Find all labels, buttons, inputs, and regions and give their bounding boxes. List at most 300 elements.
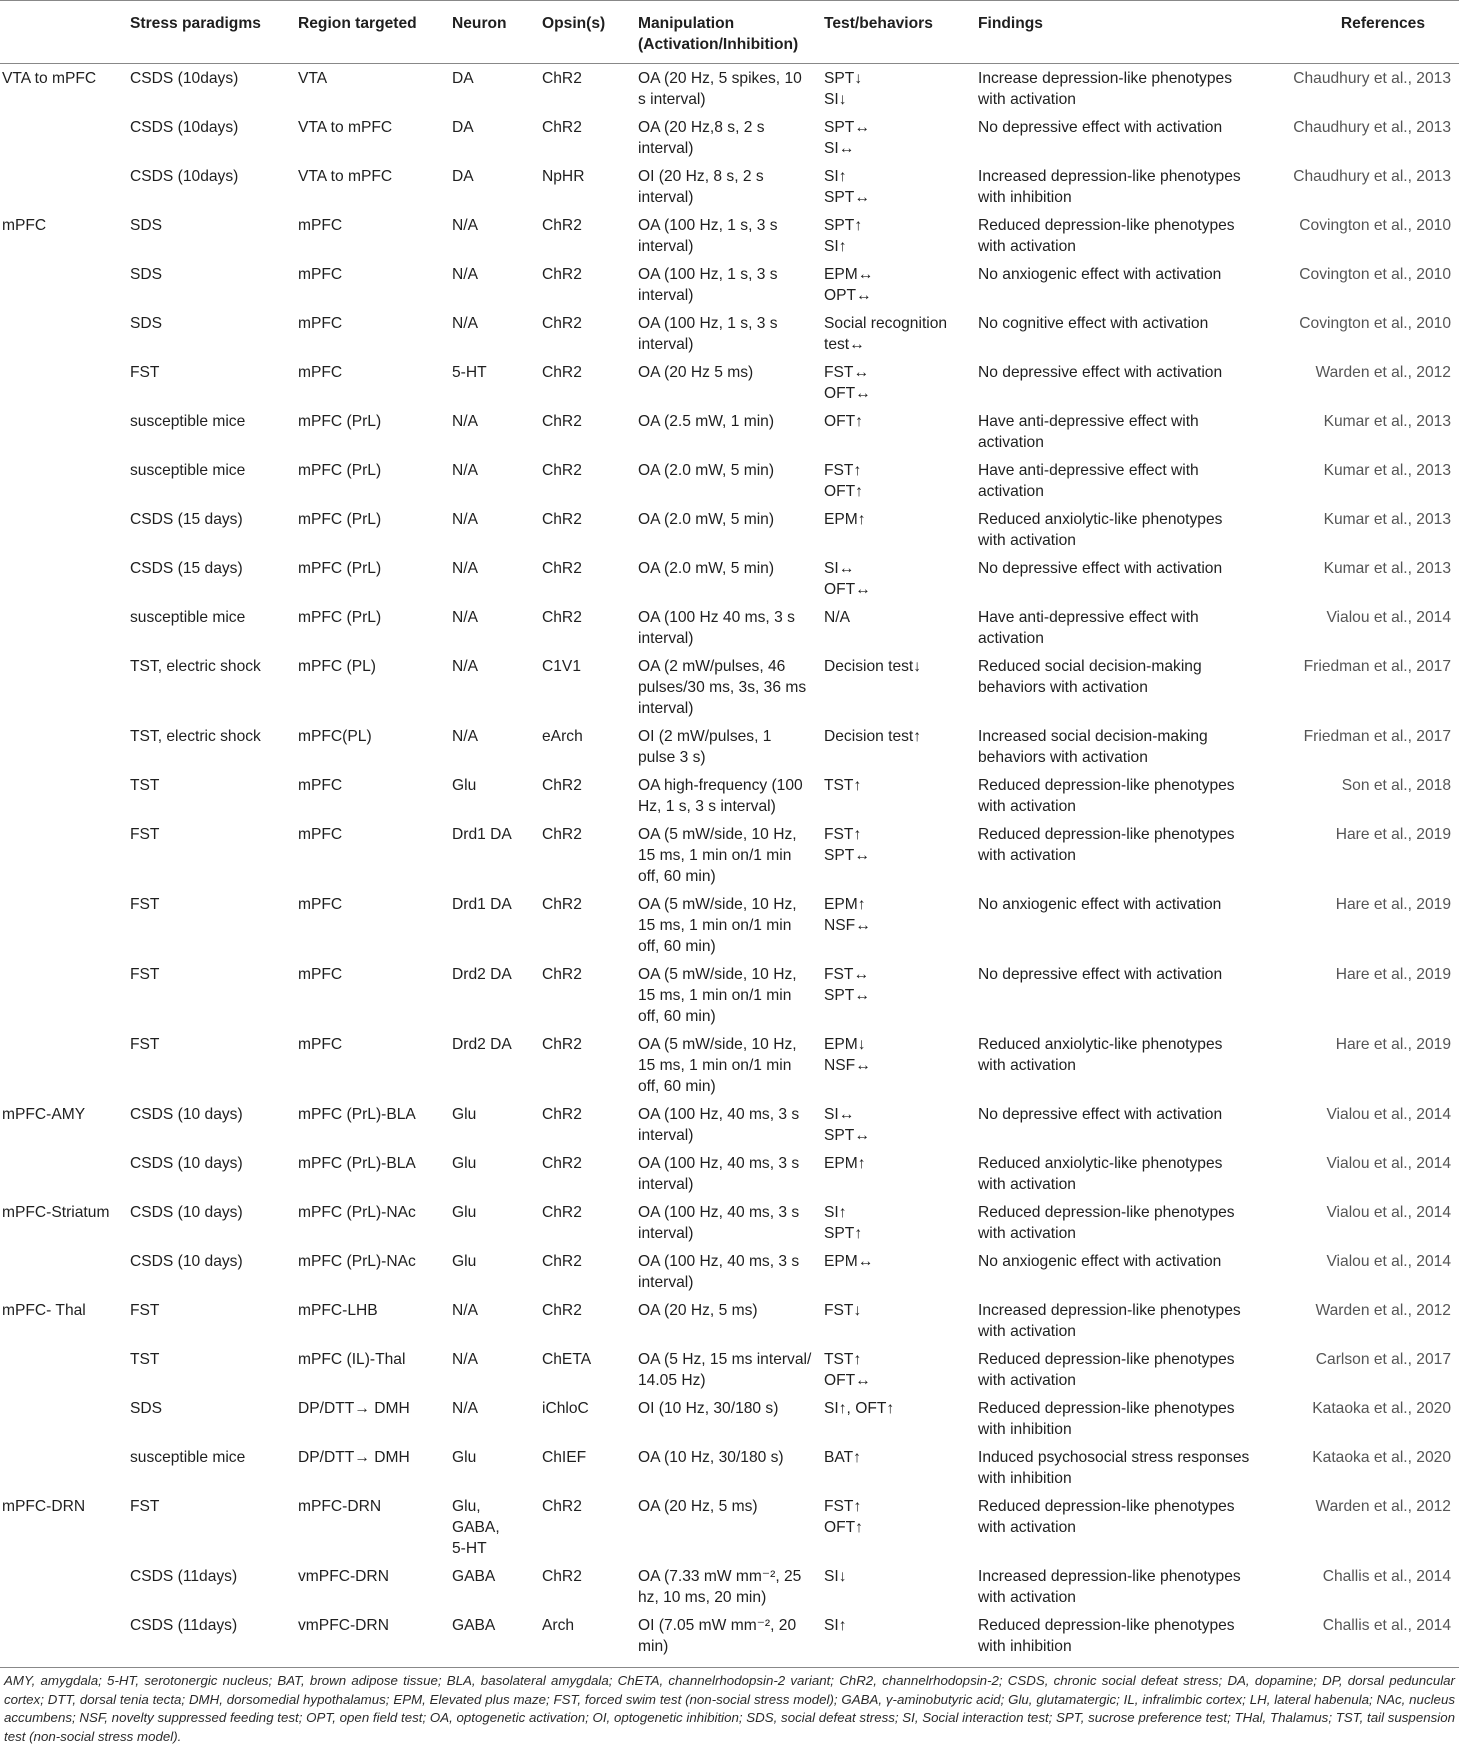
table-row [0, 1345, 1459, 1394]
cell-neuron: GABA [446, 1611, 536, 1668]
cell-stress-paradigm: CSDS (10 days) [130, 1253, 243, 1270]
cell-group: mPFC-AMY [2, 1106, 86, 1123]
cell-neuron: GABA [452, 1568, 496, 1585]
table-row [0, 652, 1459, 722]
cell-opsin: ChR2 [542, 119, 582, 136]
cell-neuron: N/A [452, 1302, 478, 1319]
cell-opsin: ChR2 [542, 462, 582, 479]
cell-test-behaviors: SI↑ SPT↔ [824, 168, 870, 206]
cell-opsin: ChR2 [542, 1253, 582, 1270]
cell-test-behaviors: Decision test↑ [824, 728, 922, 745]
header-manipulation: Manipulation (Activation/Inhibition) [632, 1, 818, 64]
cell-manipulation: OA (100 Hz, 40 ms, 3 s interval) [638, 1204, 800, 1242]
table-row [0, 162, 1459, 211]
cell-stress-paradigm: SDS [130, 217, 163, 234]
cell-findings: No anxiogenic effect with activation [978, 896, 1222, 913]
cell-test-behaviors: Decision test↓ [824, 658, 922, 675]
cell-reference: Hare et al., 2019 [1335, 826, 1451, 843]
cell-region-targeted: mPFC (PrL)-BLA [298, 1155, 416, 1172]
cell-test-behaviors: SPT↔ SI↔ [824, 119, 870, 157]
cell-neuron: N/A [452, 728, 478, 745]
cell-manipulation: OA (2.5 mW, 1 min) [638, 413, 775, 430]
cell-reference: Carlson et al., 2017 [1315, 1351, 1451, 1368]
cell-group [0, 771, 124, 820]
cell-reference: Vialou et al., 2014 [1326, 1155, 1451, 1172]
cell-neuron: 5-HT [452, 364, 487, 381]
cell-stress-paradigm: TST, electric shock [130, 728, 261, 745]
cell-test-behaviors: FST↔ OFT↔ [824, 364, 871, 402]
cell-reference: Warden et al., 2012 [1315, 1302, 1451, 1319]
cell-region-targeted: VTA [298, 70, 328, 87]
cell-stress-paradigm: FST [130, 966, 160, 983]
cell-reference: Kataoka et al., 2020 [1312, 1400, 1451, 1417]
cell-stress-paradigm: CSDS (11days) [130, 1568, 238, 1585]
header-reference: References [1259, 1, 1459, 64]
cell-manipulation: OI (20 Hz, 8 s, 2 s interval) [638, 168, 764, 206]
cell-test-behaviors: SI↑ SPT↑ [824, 1204, 863, 1242]
cell-manipulation: OA (100 Hz, 1 s, 3 s interval) [638, 315, 778, 353]
cell-region-targeted: VTA to mPFC [298, 168, 393, 185]
cell-opsin: ChR2 [542, 826, 582, 843]
cell-region-targeted: mPFC (PL) [298, 658, 376, 675]
cell-manipulation: OA (20 Hz 5 ms) [638, 364, 754, 381]
cell-opsin: ChR2 [542, 1155, 582, 1172]
cell-stress-paradigm: CSDS (15 days) [130, 511, 243, 528]
cell-opsin: ChR2 [542, 1204, 582, 1221]
cell-reference: Chaudhury et al., 2013 [1293, 70, 1451, 87]
cell-group [0, 260, 124, 309]
cell-region-targeted: vmPFC-DRN [298, 1568, 389, 1585]
cell-manipulation: OA (2.0 mW, 5 min) [638, 511, 775, 528]
cell-manipulation: OA (5 Hz, 15 ms interval/ 14.05 Hz) [638, 1351, 812, 1389]
cell-manipulation: OA (2.0 mW, 5 min) [638, 462, 775, 479]
cell-stress-paradigm: TST [130, 1351, 160, 1368]
cell-region-targeted: mPFC [298, 896, 343, 913]
cell-findings: No depressive effect with activation [978, 364, 1223, 381]
cell-region-targeted: mPFC (PrL) [298, 462, 382, 479]
cell-findings: No depressive effect with activation [978, 560, 1223, 577]
cell-manipulation: OA (5 mW/side, 10 Hz, 15 ms, 1 min on/1 min off, 60 min) [638, 896, 797, 955]
cell-group [0, 1611, 124, 1668]
cell-opsin: iChloC [542, 1400, 589, 1417]
cell-region-targeted: mPFC (PrL) [298, 560, 382, 577]
cell-findings: No depressive effect with activation [978, 1106, 1223, 1123]
table-row [0, 358, 1459, 407]
cell-findings: Reduced depression-like phenotypes with activation [978, 217, 1235, 255]
table-row [0, 260, 1459, 309]
cell-region-targeted: mPFC (PrL) [298, 511, 382, 528]
table-row [0, 1296, 1459, 1345]
cell-group [0, 820, 124, 890]
header-findings: Findings [972, 1, 1259, 64]
cell-manipulation: OA (7.33 mW mm⁻², 25 hz, 10 ms, 20 min) [638, 1568, 802, 1606]
cell-findings: Reduced anxiolytic-like phenotypes with activation [978, 511, 1223, 549]
table-row [0, 890, 1459, 960]
table-footnote: AMY, amygdala; 5-HT, serotonergic nucleus; BAT, brown adipose tissue; BLA, basolateral amygdala; ChETA, channelrhodopsin-2 variant; ChR2, channelrhodopsin-2; CSDS, chronic social defeat stress; DA, dopamine; DP, dorsal peduncular cortex; DTT, dorsal tenia tecta; DMH, dorsomedial hypothalamus; EPM, Elevated plus maze; FST, forced swim test (non-social stress model); GABA, γ-aminobutyric acid; Glu, glutamatergic; IL, infralimbic cortex; LH, lateral habenula; NAc, nucleus accumbens; NSF, novelty suppressed feeding test; OPT, open field test; OA, optogenetic activation; OI, optogenetic inhibition; SDS, social defeat stress; SI, Social interaction test; SPT, sucrose preference test; THal, Thalamus; TST, tail suspension test (non-social stress model). [4, 1673, 1455, 1744]
cell-findings: Have anti-depressive effect with activation [978, 462, 1199, 500]
cell-neuron: N/A [452, 462, 478, 479]
table-row [0, 1149, 1459, 1198]
table-row [0, 603, 1459, 652]
cell-neuron: Drd1 DA [452, 896, 512, 913]
cell-group [0, 407, 124, 456]
cell-reference: Warden et al., 2012 [1315, 1498, 1451, 1515]
cell-region-targeted: mPFC (PrL) [298, 413, 382, 430]
table-row [0, 456, 1459, 505]
cell-test-behaviors: TST↑ OFT↔ [824, 1351, 871, 1389]
cell-group [0, 1443, 124, 1492]
cell-neuron: Glu [452, 777, 477, 794]
cell-group [0, 960, 124, 1030]
cell-region-targeted: DP/DTT→ DMH [298, 1449, 410, 1466]
cell-manipulation: OA (2 mW/pulses, 46 pulses/30 ms, 3s, 36 ms interval) [638, 658, 807, 717]
table-body [0, 64, 1459, 1668]
cell-findings: Reduced depression-like phenotypes with activation [978, 1204, 1235, 1242]
cell-opsin: ChR2 [542, 266, 582, 283]
cell-region-targeted: mPFC (PrL)-NAc [298, 1204, 416, 1221]
cell-findings: Reduced depression-like phenotypes with inhibition [972, 1611, 1259, 1668]
cell-test-behaviors: EPM↑ NSF↔ [824, 896, 871, 934]
cell-region-targeted: mPFC-DRN [298, 1498, 382, 1515]
table-row [0, 1100, 1459, 1149]
cell-stress-paradigm: TST [130, 777, 160, 794]
cell-manipulation: OA (100 Hz, 40 ms, 3 s interval) [638, 1155, 800, 1193]
cell-findings: Increase depression-like phenotypes with activation [978, 70, 1232, 108]
cell-opsin: NpHR [542, 168, 585, 185]
cell-findings: No anxiogenic effect with activation [978, 266, 1222, 283]
cell-reference: Chaudhury et al., 2013 [1293, 119, 1451, 136]
cell-neuron: N/A [452, 609, 478, 626]
cell-region-targeted: mPFC [298, 1036, 343, 1053]
cell-reference: Hare et al., 2019 [1335, 896, 1451, 913]
cell-stress-paradigm: CSDS (10 days) [130, 1106, 243, 1123]
table-row [0, 1443, 1459, 1492]
cell-region-targeted: mPFC(PL) [298, 728, 372, 745]
cell-stress-paradigm: CSDS (15 days) [130, 560, 243, 577]
cell-reference: Covington et al., 2010 [1299, 266, 1451, 283]
cell-opsin: ChR2 [542, 217, 582, 234]
cell-findings: No depressive effect with activation [978, 966, 1223, 983]
cell-group [0, 722, 124, 771]
cell-manipulation: OA (2.0 mW, 5 min) [638, 560, 775, 577]
cell-group [0, 1149, 124, 1198]
table-row [0, 820, 1459, 890]
cell-neuron: Drd2 DA [452, 1036, 512, 1053]
cell-findings: Have anti-depressive effect with activation [978, 413, 1199, 451]
cell-opsin: ChIEF [542, 1449, 587, 1466]
cell-neuron: Drd1 DA [452, 826, 512, 843]
cell-group [0, 603, 124, 652]
cell-neuron: N/A [452, 560, 478, 577]
cell-manipulation: OI (10 Hz, 30/180 s) [638, 1400, 779, 1417]
cell-reference: Warden et al., 2012 [1315, 364, 1451, 381]
cell-findings: Reduced anxiolytic-like phenotypes with activation [978, 1036, 1223, 1074]
cell-test-behaviors: FST↓ [824, 1302, 862, 1319]
cell-stress-paradigm: FST [130, 896, 160, 913]
cell-reference: Kumar et al., 2013 [1323, 462, 1451, 479]
cell-reference: Kumar et al., 2013 [1323, 560, 1451, 577]
cell-reference: Hare et al., 2019 [1335, 1036, 1451, 1053]
cell-opsin: ChR2 [542, 1302, 582, 1319]
cell-findings: No depressive effect with activation [978, 119, 1223, 136]
cell-manipulation: OA (100 Hz 40 ms, 3 s interval) [638, 609, 795, 647]
cell-manipulation: OA (100 Hz, 1 s, 3 s interval) [638, 266, 778, 304]
cell-stress-paradigm: FST [130, 364, 160, 381]
cell-test-behaviors: TST↑ [824, 777, 862, 794]
cell-region-targeted: mPFC [298, 217, 343, 234]
cell-region-targeted: mPFC [298, 777, 343, 794]
table-row [0, 554, 1459, 603]
header-opsin: Opsin(s) [536, 1, 632, 64]
cell-test-behaviors: SPT↓ SI↓ [824, 70, 863, 108]
cell-opsin: eArch [542, 728, 583, 745]
cell-group [0, 1394, 124, 1443]
cell-region-targeted: mPFC (IL)-Thal [298, 1351, 406, 1368]
cell-test-behaviors: BAT↑ [824, 1449, 861, 1466]
cell-test-behaviors: SPT↑ SI↑ [824, 217, 863, 255]
cell-reference: Kataoka et al., 2020 [1312, 1449, 1451, 1466]
cell-reference: Friedman et al., 2017 [1303, 728, 1451, 745]
cell-group: VTA to mPFC [2, 70, 97, 87]
cell-manipulation: OA (5 mW/side, 10 Hz, 15 ms, 1 min on/1 min off, 60 min) [638, 826, 797, 885]
cell-test-behaviors: EPM↔ [824, 1253, 874, 1270]
cell-region-targeted: DP/DTT→ DMH [298, 1400, 410, 1417]
cell-stress-paradigm: susceptible mice [130, 1449, 246, 1466]
cell-manipulation: OA (100 Hz, 1 s, 3 s interval) [638, 217, 778, 255]
cell-reference: Kumar et al., 2013 [1323, 413, 1451, 430]
cell-neuron: Glu [452, 1106, 477, 1123]
cell-reference: Covington et al., 2010 [1299, 315, 1451, 332]
cell-group [0, 652, 124, 722]
cell-manipulation: OA (20 Hz,8 s, 2 s interval) [638, 119, 765, 157]
cell-neuron: N/A [452, 315, 478, 332]
cell-manipulation: OA (100 Hz, 40 ms, 3 s interval) [638, 1106, 800, 1144]
cell-manipulation: OA (100 Hz, 40 ms, 3 s interval) [638, 1253, 800, 1291]
cell-findings: Increased social decision-making behaviors with activation [978, 728, 1208, 766]
cell-test-behaviors: OFT↑ [824, 413, 863, 430]
cell-findings: Induced psychosocial stress responses with inhibition [978, 1449, 1250, 1487]
cell-findings: No anxiogenic effect with activation [978, 1253, 1222, 1270]
table-row [0, 64, 1459, 114]
cell-findings: Reduced depression-like phenotypes with activation [978, 777, 1235, 815]
cell-opsin: ChR2 [542, 511, 582, 528]
cell-manipulation: OA (5 mW/side, 10 Hz, 15 ms, 1 min on/1 min off, 60 min) [638, 966, 797, 1025]
cell-stress-paradigm: CSDS (10days) [130, 70, 239, 87]
cell-group [0, 890, 124, 960]
cell-region-targeted: mPFC [298, 364, 343, 381]
cell-opsin: ChR2 [542, 896, 582, 913]
cell-opsin: ChR2 [542, 609, 582, 626]
cell-reference: Covington et al., 2010 [1299, 217, 1451, 234]
cell-region-targeted: vmPFC-DRN [292, 1611, 446, 1668]
cell-opsin: ChR2 [542, 1498, 582, 1515]
table-row [0, 1198, 1459, 1247]
table-row [0, 1611, 1459, 1668]
table-row [0, 722, 1459, 771]
cell-region-targeted: mPFC (PrL)-NAc [298, 1253, 416, 1270]
cell-reference: Challis et al., 2014 [1322, 1568, 1451, 1585]
cell-stress-paradigm: CSDS (10days) [130, 168, 239, 185]
cell-opsin: C1V1 [542, 658, 582, 675]
header-group [0, 1, 124, 64]
cell-reference: Son et al., 2018 [1341, 777, 1451, 794]
table-row [0, 1030, 1459, 1100]
cell-neuron: Glu [452, 1253, 477, 1270]
cell-reference: Vialou et al., 2014 [1326, 1253, 1451, 1270]
cell-neuron: N/A [452, 266, 478, 283]
cell-group [0, 309, 124, 358]
cell-manipulation: OA (5 mW/side, 10 Hz, 15 ms, 1 min on/1 min off, 60 min) [638, 1036, 797, 1095]
cell-group [0, 505, 124, 554]
cell-findings: Reduced anxiolytic-like phenotypes with activation [978, 1155, 1223, 1193]
table-row [0, 1394, 1459, 1443]
cell-group [0, 358, 124, 407]
cell-opsin: ChR2 [542, 560, 582, 577]
cell-stress-paradigm: CSDS (10days) [130, 119, 239, 136]
cell-group [0, 1345, 124, 1394]
cell-test-behaviors: EPM↑ [824, 1155, 866, 1172]
table-row [0, 1492, 1459, 1562]
cell-reference: Friedman et al., 2017 [1303, 658, 1451, 675]
cell-opsin: ChETA [542, 1351, 592, 1368]
cell-test-behaviors: SI↓ [824, 1568, 847, 1585]
cell-region-targeted: mPFC [298, 266, 343, 283]
cell-group [0, 1247, 124, 1296]
table-row [0, 771, 1459, 820]
cell-stress-paradigm: CSDS (10 days) [130, 1155, 243, 1172]
cell-stress-paradigm: susceptible mice [130, 609, 246, 626]
cell-group [0, 554, 124, 603]
cell-test-behaviors: EPM↔ OPT↔ [824, 266, 874, 304]
table-row [0, 505, 1459, 554]
cell-group: mPFC-DRN [2, 1498, 86, 1515]
cell-test-behaviors: FST↑ OFT↑ [824, 462, 863, 500]
cell-stress-paradigm: SDS [130, 315, 163, 332]
cell-stress-paradigm: FST [130, 826, 160, 843]
cell-neuron: Glu [452, 1449, 477, 1466]
cell-opsin: ChR2 [542, 364, 582, 381]
cell-test-behaviors: EPM↑ [824, 511, 866, 528]
cell-opsin: ChR2 [542, 966, 582, 983]
cell-neuron: Drd2 DA [452, 966, 512, 983]
cell-opsin: ChR2 [542, 413, 582, 430]
cell-region-targeted: mPFC (PrL) [298, 609, 382, 626]
cell-neuron: DA [452, 119, 474, 136]
cell-opsin: ChR2 [542, 315, 582, 332]
cell-manipulation: OA high-frequency (100 Hz, 1 s, 3 s interval) [638, 777, 803, 815]
cell-manipulation: OA (20 Hz, 5 ms) [638, 1302, 758, 1319]
cell-test-behaviors: FST↔ SPT↔ [824, 966, 870, 1004]
cell-reference: Challis et al., 2014 [1259, 1611, 1459, 1668]
cell-stress-paradigm: FST [130, 1302, 160, 1319]
cell-findings: Increased depression-like phenotypes with inhibition [978, 168, 1241, 206]
header-region-targeted: Region targeted [292, 1, 446, 64]
cell-stress-paradigm: FST [130, 1498, 160, 1515]
cell-neuron: Glu, GABA, 5-HT [452, 1498, 500, 1557]
cell-findings: Increased depression-like phenotypes with activation [978, 1302, 1241, 1340]
cell-findings: Increased depression-like phenotypes with activation [978, 1568, 1241, 1606]
table-header-row [0, 1, 1459, 64]
cell-opsin: ChR2 [542, 1106, 582, 1123]
cell-neuron: Glu [452, 1155, 477, 1172]
cell-findings: Reduced social decision-making behaviors with activation [978, 658, 1202, 696]
cell-group: mPFC-Striatum [2, 1204, 110, 1221]
table-row [0, 211, 1459, 260]
cell-region-targeted: mPFC [298, 315, 343, 332]
cell-manipulation: OA (20 Hz, 5 ms) [638, 1498, 758, 1515]
cell-test-behaviors: SI↔ SPT↔ [824, 1106, 870, 1144]
cell-opsin: ChR2 [542, 1568, 582, 1585]
cell-manipulation: OI (2 mW/pulses, 1 pulse 3 s) [638, 728, 772, 766]
cell-stress-paradigm: susceptible mice [130, 462, 246, 479]
cell-region-targeted: mPFC (PrL)-BLA [298, 1106, 416, 1123]
table-row [0, 309, 1459, 358]
cell-test-behaviors: N/A [824, 609, 850, 626]
cell-neuron: N/A [452, 658, 478, 675]
cell-reference: Chaudhury et al., 2013 [1293, 168, 1451, 185]
cell-test-behaviors: SI↑ [818, 1611, 972, 1668]
table-row [0, 960, 1459, 1030]
cell-region-targeted: mPFC [298, 826, 343, 843]
cell-reference: Kumar et al., 2013 [1323, 511, 1451, 528]
cell-stress-paradigm: susceptible mice [130, 413, 246, 430]
cell-region-targeted: mPFC-LHB [298, 1302, 378, 1319]
cell-stress-paradigm: TST, electric shock [130, 658, 261, 675]
header-neuron: Neuron [446, 1, 536, 64]
cell-test-behaviors: FST↑ OFT↑ [824, 1498, 863, 1536]
cell-neuron: DA [452, 168, 474, 185]
cell-neuron: N/A [452, 1351, 478, 1368]
cell-findings: No cognitive effect with activation [978, 315, 1209, 332]
cell-findings: Reduced depression-like phenotypes with inhibition [978, 1400, 1235, 1438]
cell-findings: Reduced depression-like phenotypes with activation [978, 1498, 1235, 1536]
cell-test-behaviors: SI↑, OFT↑ [824, 1400, 895, 1417]
cell-reference: Vialou et al., 2014 [1326, 1106, 1451, 1123]
cell-test-behaviors: FST↑ SPT↔ [824, 826, 870, 864]
cell-stress-paradigm: SDS [130, 266, 163, 283]
cell-neuron: Glu [452, 1204, 477, 1221]
table-row [0, 407, 1459, 456]
cell-findings: Reduced depression-like phenotypes with activation [978, 1351, 1235, 1389]
cell-reference: Hare et al., 2019 [1335, 966, 1451, 983]
cell-test-behaviors: EPM↓ NSF↔ [824, 1036, 871, 1074]
cell-manipulation: OA (10 Hz, 30/180 s) [638, 1449, 784, 1466]
cell-findings: Have anti-depressive effect with activation [978, 609, 1199, 647]
cell-opsin: ChR2 [542, 1036, 582, 1053]
cell-group [0, 113, 124, 162]
cell-group [0, 162, 124, 211]
cell-findings: Reduced depression-like phenotypes with activation [978, 826, 1235, 864]
cell-group [0, 1030, 124, 1100]
cell-neuron: DA [452, 70, 474, 87]
cell-group: mPFC- Thal [2, 1302, 86, 1319]
cell-neuron: N/A [452, 511, 478, 528]
cell-region-targeted: VTA to mPFC [298, 119, 393, 136]
cell-neuron: N/A [452, 413, 478, 430]
table-row [0, 1247, 1459, 1296]
cell-test-behaviors: Social recognition test↔ [824, 315, 948, 353]
cell-opsin: ChR2 [542, 70, 582, 87]
cell-manipulation: OA (20 Hz, 5 spikes, 10 s interval) [638, 70, 802, 108]
cell-stress-paradigm: SDS [130, 1400, 163, 1417]
cell-region-targeted: mPFC [298, 966, 343, 983]
cell-stress-paradigm: CSDS (10 days) [130, 1204, 243, 1221]
cell-group: mPFC [2, 217, 47, 234]
header-test-behaviors: Test/behaviors [818, 1, 972, 64]
cell-group [0, 1562, 124, 1611]
cell-opsin: ChR2 [542, 777, 582, 794]
table-row [0, 113, 1459, 162]
